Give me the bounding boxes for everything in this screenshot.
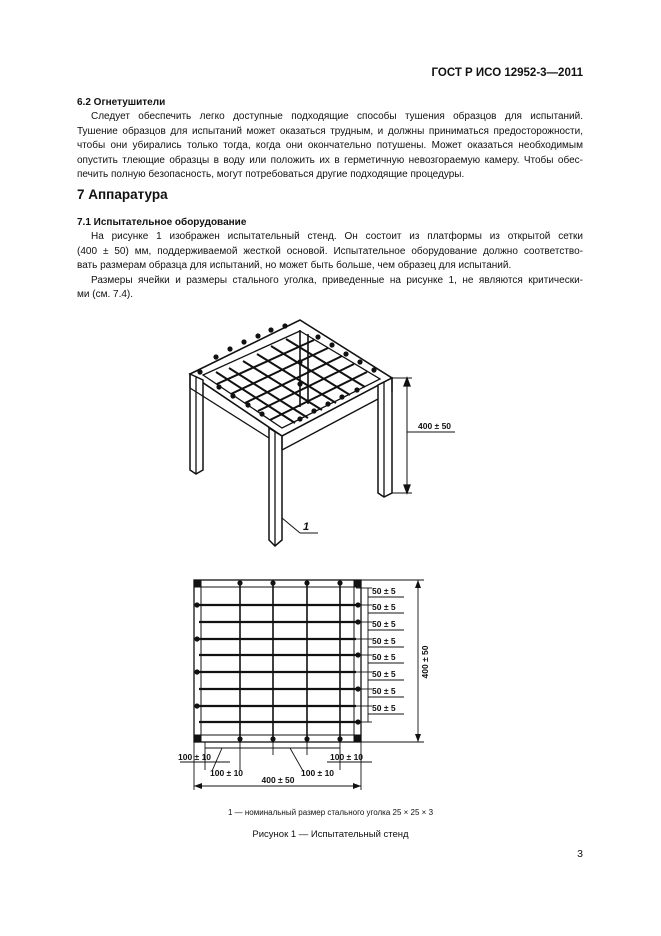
cell-dimension-label: 50 ± 5 [372, 686, 396, 696]
cell-dimension-label: 50 ± 5 [372, 602, 396, 612]
cell-dimension-label: 50 ± 5 [372, 586, 396, 596]
text-line: ми (см. 7.4). [77, 289, 134, 300]
cell-dimension-label: 50 ± 5 [372, 669, 396, 679]
text-line: чтобы они убирались только тогда, когда они окончательно потушены. Может оказаться необходимым [77, 140, 583, 151]
iso-height-dimension: 400 ± 50 [418, 421, 452, 431]
cell-dimension-label: 50 ± 5 [372, 636, 396, 646]
bottom-dimension-label: 100 ± 10 [330, 752, 364, 762]
figure-caption: Рисунок 1 — Испытательный стенд [252, 829, 409, 840]
bottom-dimension-label: 100 ± 10 [301, 768, 335, 778]
isometric-test-stand [190, 320, 455, 546]
figure-note: 1 — номинальный размер стального уголка 25 × 25 × 3 [227, 808, 434, 817]
bottom-dimension-label: 100 ± 10 [210, 768, 244, 778]
text-line: (400 ± 50) мм, поддерживаемой жесткой основой. Испытательное оборудование должно соответство- [77, 245, 583, 257]
bottom-dimension-label: 100 ± 10 [178, 752, 212, 762]
cell-dimension-label: 50 ± 5 [372, 703, 396, 713]
page-number: 3 [577, 848, 583, 860]
text-line: Следует обеспечить легко доступные подходящие способы тушения образцов для испытаний. [91, 111, 583, 122]
section-7-heading: 7 Аппаратура [77, 187, 168, 202]
overall-height-dimension: 400 ± 50 [420, 645, 430, 679]
text-line: вать размерам образца для испытаний, но может быть больше, чем образец для испытаний. [77, 260, 512, 271]
text-line: Тушение образцов для испытаний может оказаться трудным, и должны приниматься предосторожности, [77, 125, 583, 137]
document-code: ГОСТ Р ИСО 12952-3—2011 [431, 67, 583, 79]
callout-number: 1 [303, 521, 310, 533]
text-line: печить полную безопасность, могут потребоваться другие подходящие процедуры. [77, 169, 465, 180]
section-7-1-heading: 7.1 Испытательное оборудование [77, 217, 247, 228]
cell-dimension-label: 50 ± 5 [372, 619, 396, 629]
text-line: На рисунке 1 изображен испытательный стенд. Он состоит из платформы из открытой сетки [91, 231, 583, 242]
text-line: Размеры ячейки и размеры стального уголка, приведенные на рисунке 1, не являются критически- [91, 274, 583, 286]
overall-width-dimension: 400 ± 50 [261, 775, 295, 785]
section-6-2-heading: 6.2 Огнетушители [77, 97, 166, 108]
text-line: опустить тлеющие образцы в воду или положить их в герметичную невозгораемую камеру. Чтобы обес- [77, 154, 583, 166]
cell-dimension-label: 50 ± 5 [372, 652, 396, 662]
